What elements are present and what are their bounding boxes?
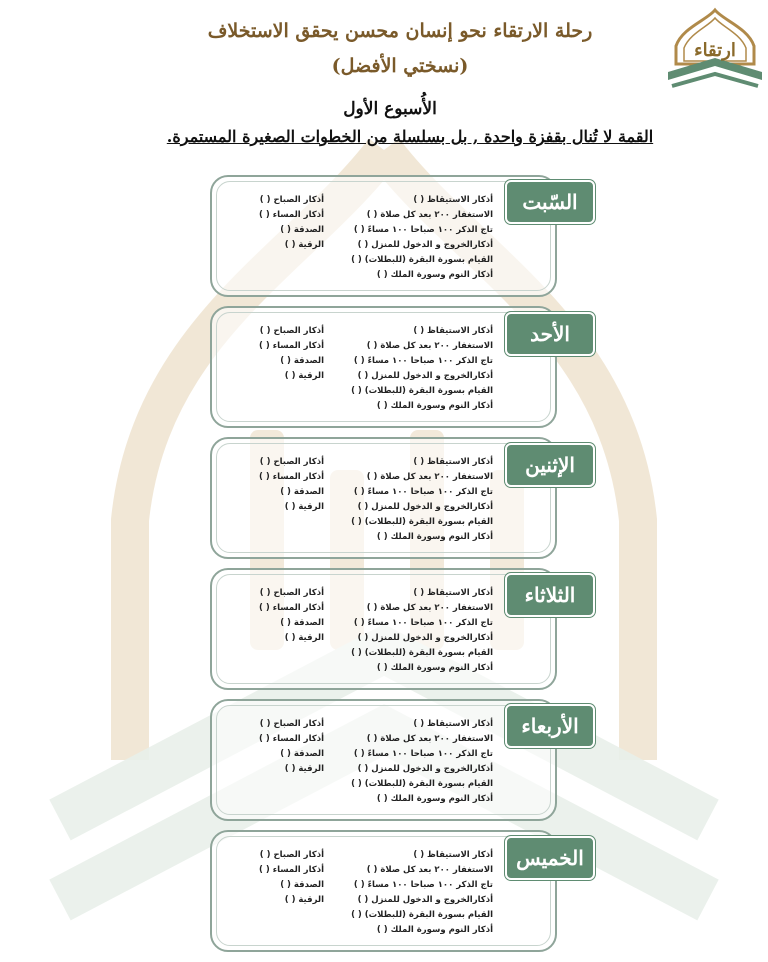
daily-extra-list <box>234 324 324 384</box>
checklist-item[interactable]: الرقية ( ) <box>284 895 324 905</box>
checklist-item[interactable]: أذكارالخروج و الدخول للمنزل ( ) <box>357 240 493 250</box>
checklist-item[interactable]: أذكار المساء ( ) <box>259 603 324 613</box>
checklist-item[interactable]: أذكار الصباح ( ) <box>259 588 324 598</box>
day-label: الإثنين <box>505 443 595 487</box>
checklist-item[interactable]: أذكار النوم وسورة الملك ( ) <box>376 925 493 935</box>
checklist-item[interactable]: الاستغفار ٢٠٠ بعد كل صلاة ( ) <box>366 865 493 875</box>
checklist-item[interactable]: القيام بسورة البقرة (للبطلات) ( ) <box>351 648 493 658</box>
checklist-item[interactable]: الرقية ( ) <box>284 240 324 250</box>
checklist-item[interactable]: الصدقة ( ) <box>280 225 324 235</box>
day-label: الأربعاء <box>505 704 595 748</box>
checklist-item[interactable]: أذكار النوم وسورة الملك ( ) <box>376 270 493 280</box>
checklist-item[interactable]: القيام بسورة البقرة (للبطلات) ( ) <box>351 386 493 396</box>
checklist-item[interactable]: أذكار الاستيقاظ ( ) <box>413 850 493 860</box>
checklist-item[interactable]: أذكارالخروج و الدخول للمنزل ( ) <box>357 633 493 643</box>
checklist-item[interactable]: الاستغفار ٢٠٠ بعد كل صلاة ( ) <box>366 341 493 351</box>
checklist-item[interactable]: أذكار الاستيقاظ ( ) <box>413 326 493 336</box>
checklist-item[interactable]: الصدقة ( ) <box>280 356 324 366</box>
day-label: الأحد <box>505 312 595 356</box>
checklist-item[interactable]: الاستغفار ٢٠٠ بعد كل صلاة ( ) <box>366 472 493 482</box>
motivational-quote: القمة لا تُنال بقفزة واحدة , بل بسلسلة من الخطوات الصغيرة المستمرة. <box>166 127 654 146</box>
daily-extra-list <box>234 455 324 515</box>
checklist-item[interactable]: الصدقة ( ) <box>280 487 324 497</box>
checklist-item[interactable]: القيام بسورة البقرة (للبطلات) ( ) <box>351 910 493 920</box>
checklist-item[interactable]: أذكار الاستيقاظ ( ) <box>413 195 493 205</box>
checklist-item[interactable]: أذكارالخروج و الدخول للمنزل ( ) <box>357 502 493 512</box>
checklist-item[interactable]: أذكار النوم وسورة الملك ( ) <box>376 532 493 542</box>
day-label: الثلاثاء <box>505 573 595 617</box>
checklist-item[interactable]: أذكار المساء ( ) <box>259 341 324 351</box>
checklist-item[interactable]: القيام بسورة البقرة (للبطلات) ( ) <box>351 779 493 789</box>
checklist-item[interactable]: تاج الذكر ١٠٠ صباحا ١٠٠ مساءً ( ) <box>353 356 493 366</box>
daily-extra-list <box>234 193 324 253</box>
checklist-item[interactable]: الرقية ( ) <box>284 371 324 381</box>
checklist-item[interactable]: الصدقة ( ) <box>280 618 324 628</box>
checklist-item[interactable]: أذكار الصباح ( ) <box>259 326 324 336</box>
checklist-item[interactable]: الصدقة ( ) <box>280 749 324 759</box>
checklist-item[interactable]: أذكارالخروج و الدخول للمنزل ( ) <box>357 764 493 774</box>
day-label: السّبت <box>505 180 595 224</box>
checklist-item[interactable]: الاستغفار ٢٠٠ بعد كل صلاة ( ) <box>366 734 493 744</box>
checklist-item[interactable]: أذكار الصباح ( ) <box>259 850 324 860</box>
checklist-item[interactable]: تاج الذكر ١٠٠ صباحا ١٠٠ مساءً ( ) <box>353 618 493 628</box>
checklist-item[interactable]: أذكار المساء ( ) <box>259 210 324 220</box>
checklist-item[interactable]: القيام بسورة البقرة (للبطلات) ( ) <box>351 517 493 527</box>
day-label: الخميس <box>505 836 595 880</box>
week-title: الأُسبوع الأول <box>343 99 437 119</box>
checklist-item[interactable]: أذكار الصباح ( ) <box>259 457 324 467</box>
checklist-item[interactable]: الاستغفار ٢٠٠ بعد كل صلاة ( ) <box>366 210 493 220</box>
checklist-item[interactable]: أذكار النوم وسورة الملك ( ) <box>376 794 493 804</box>
checklist-item[interactable]: تاج الذكر ١٠٠ صباحا ١٠٠ مساءً ( ) <box>353 225 493 235</box>
checklist-item[interactable]: أذكار المساء ( ) <box>259 734 324 744</box>
checklist-item[interactable]: أذكار الاستيقاظ ( ) <box>413 457 493 467</box>
checklist-item[interactable]: أذكار الاستيقاظ ( ) <box>413 588 493 598</box>
checklist-item[interactable]: تاج الذكر ١٠٠ صباحا ١٠٠ مساءً ( ) <box>353 749 493 759</box>
checklist-item[interactable]: أذكار النوم وسورة الملك ( ) <box>376 401 493 411</box>
program-title: رحلة الارتقاء نحو إنسان محسن يحقق الاستخلاف <box>207 20 593 42</box>
checklist-item[interactable]: أذكار الاستيقاظ ( ) <box>413 719 493 729</box>
daily-extra-list <box>234 717 324 777</box>
checklist-item[interactable]: أذكارالخروج و الدخول للمنزل ( ) <box>357 371 493 381</box>
daily-extra-list <box>234 848 324 908</box>
checklist-item[interactable]: الاستغفار ٢٠٠ بعد كل صلاة ( ) <box>366 603 493 613</box>
checklist-item[interactable]: أذكار الصباح ( ) <box>259 719 324 729</box>
checklist-item[interactable]: الرقية ( ) <box>284 764 324 774</box>
checklist-item[interactable]: أذكار المساء ( ) <box>259 865 324 875</box>
daily-extra-list <box>234 586 324 646</box>
checklist-item[interactable]: أذكار النوم وسورة الملك ( ) <box>376 663 493 673</box>
checklist-item[interactable]: أذكار المساء ( ) <box>259 472 324 482</box>
checklist-item[interactable]: الصدقة ( ) <box>280 880 324 890</box>
logo-wordmark: ارتقاء <box>694 40 736 61</box>
checklist-item[interactable]: أذكارالخروج و الدخول للمنزل ( ) <box>357 895 493 905</box>
checklist-item[interactable]: تاج الذكر ١٠٠ صباحا ١٠٠ مساءً ( ) <box>353 880 493 890</box>
program-subtitle: (نسختي الأفضل) <box>331 55 469 77</box>
checklist-item[interactable]: أذكار الصباح ( ) <box>259 195 324 205</box>
checklist-item[interactable]: الرقية ( ) <box>284 633 324 643</box>
checklist-item[interactable]: القيام بسورة البقرة (للبطلات) ( ) <box>351 255 493 265</box>
checklist-item[interactable]: الرقية ( ) <box>284 502 324 512</box>
checklist-item[interactable]: تاج الذكر ١٠٠ صباحا ١٠٠ مساءً ( ) <box>353 487 493 497</box>
